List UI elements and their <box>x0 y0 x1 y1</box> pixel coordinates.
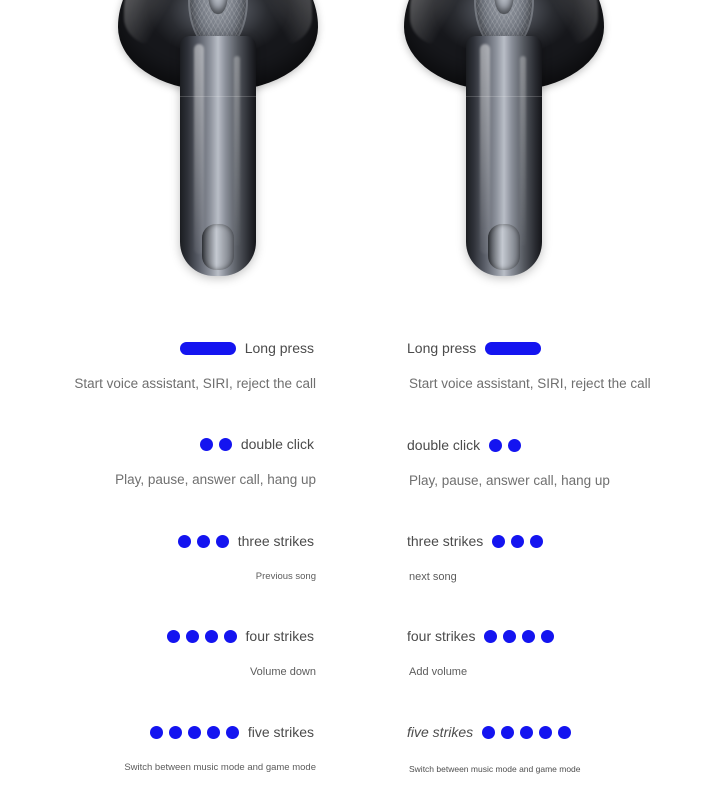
tap-dot <box>219 438 232 451</box>
gesture-description: Start voice assistant, SIRI, reject the call <box>74 376 316 391</box>
tap-dots-icon <box>150 726 239 739</box>
tap-dot <box>169 726 182 739</box>
earbud-stem-seam <box>466 96 542 97</box>
earbud-stem-tip <box>202 224 234 270</box>
gesture-label: four strikes <box>407 628 476 644</box>
gesture-row <box>357 340 713 391</box>
long-press-bar-icon <box>180 342 236 355</box>
gesture-label: Long press <box>407 340 477 356</box>
gesture-description: Volume down <box>249 666 316 678</box>
tap-dot <box>207 726 220 739</box>
gesture-label: five strikes <box>247 724 314 740</box>
gesture-description: Switch between music mode and game mode <box>124 762 316 773</box>
left-earbud-image <box>118 0 318 290</box>
product-image-area <box>0 0 713 300</box>
gesture-row <box>0 533 356 582</box>
gesture-description: Play, pause, answer call, hang up <box>409 473 610 488</box>
tap-dot <box>482 726 495 739</box>
earbud-stem-seam <box>180 96 256 97</box>
tap-dot <box>511 535 524 548</box>
tap-dot <box>492 535 505 548</box>
gesture-indicator <box>0 628 356 644</box>
earbud-stem-tip <box>488 224 520 270</box>
tap-dots-icon <box>492 535 543 548</box>
gesture-indicator <box>0 533 356 549</box>
tap-dot <box>484 630 497 643</box>
gesture-description: Start voice assistant, SIRI, reject the call <box>409 376 651 391</box>
earbud-stem <box>466 36 542 276</box>
gesture-row <box>0 724 356 773</box>
tap-dot <box>178 535 191 548</box>
gesture-row <box>357 724 713 774</box>
gesture-row <box>0 436 356 487</box>
tap-dots-icon <box>484 630 554 643</box>
gesture-row <box>0 628 356 678</box>
long-press-bar-icon <box>485 342 541 355</box>
gesture-indicator <box>357 437 713 453</box>
tap-dot <box>503 630 516 643</box>
tap-dots-icon <box>482 726 571 739</box>
gesture-description: Previous song <box>255 571 316 582</box>
gesture-label: five strikes <box>407 724 474 740</box>
tap-dot <box>522 630 535 643</box>
gesture-indicator <box>0 724 356 740</box>
tap-dot <box>205 630 218 643</box>
gesture-label: four strikes <box>245 628 314 644</box>
gesture-label: Long press <box>244 340 314 356</box>
gesture-row <box>357 628 713 678</box>
gesture-instructions <box>0 300 713 800</box>
gesture-label: three strikes <box>407 533 484 549</box>
tap-dot <box>558 726 571 739</box>
gesture-indicator <box>0 340 356 356</box>
gesture-label: double click <box>240 436 314 452</box>
left-earbud-instructions <box>0 300 356 800</box>
gesture-row <box>357 533 713 583</box>
tap-dot <box>539 726 552 739</box>
tap-dots-icon <box>178 535 229 548</box>
gesture-indicator <box>357 533 713 549</box>
tap-dot <box>188 726 201 739</box>
tap-dot <box>541 630 554 643</box>
tap-dot <box>200 438 213 451</box>
gesture-row <box>357 437 713 488</box>
gesture-indicator <box>357 628 713 644</box>
tap-dot <box>224 630 237 643</box>
tap-dot <box>226 726 239 739</box>
tap-dot <box>520 726 533 739</box>
tap-dots-icon <box>200 438 232 451</box>
gesture-description: next song <box>409 571 457 583</box>
tap-dot <box>216 535 229 548</box>
gesture-indicator <box>357 724 713 740</box>
gesture-indicator <box>357 340 713 356</box>
tap-dots-icon <box>489 439 521 452</box>
gesture-label: double click <box>407 437 481 453</box>
gesture-description: Add volume <box>409 666 468 678</box>
tap-dot <box>508 439 521 452</box>
right-earbud-image <box>404 0 604 290</box>
tap-dot <box>530 535 543 548</box>
right-earbud-instructions <box>357 300 713 800</box>
tap-dots-icon <box>167 630 237 643</box>
tap-dot <box>197 535 210 548</box>
tap-dot <box>167 630 180 643</box>
gesture-description: Play, pause, answer call, hang up <box>115 472 316 487</box>
tap-dot <box>186 630 199 643</box>
gesture-description: Switch between music mode and game mode <box>409 764 581 774</box>
tap-dot <box>489 439 502 452</box>
gesture-label: three strikes <box>237 533 314 549</box>
gesture-row <box>0 340 356 391</box>
tap-dot <box>150 726 163 739</box>
tap-dot <box>501 726 514 739</box>
gesture-indicator <box>0 436 356 452</box>
earbud-stem <box>180 36 256 276</box>
